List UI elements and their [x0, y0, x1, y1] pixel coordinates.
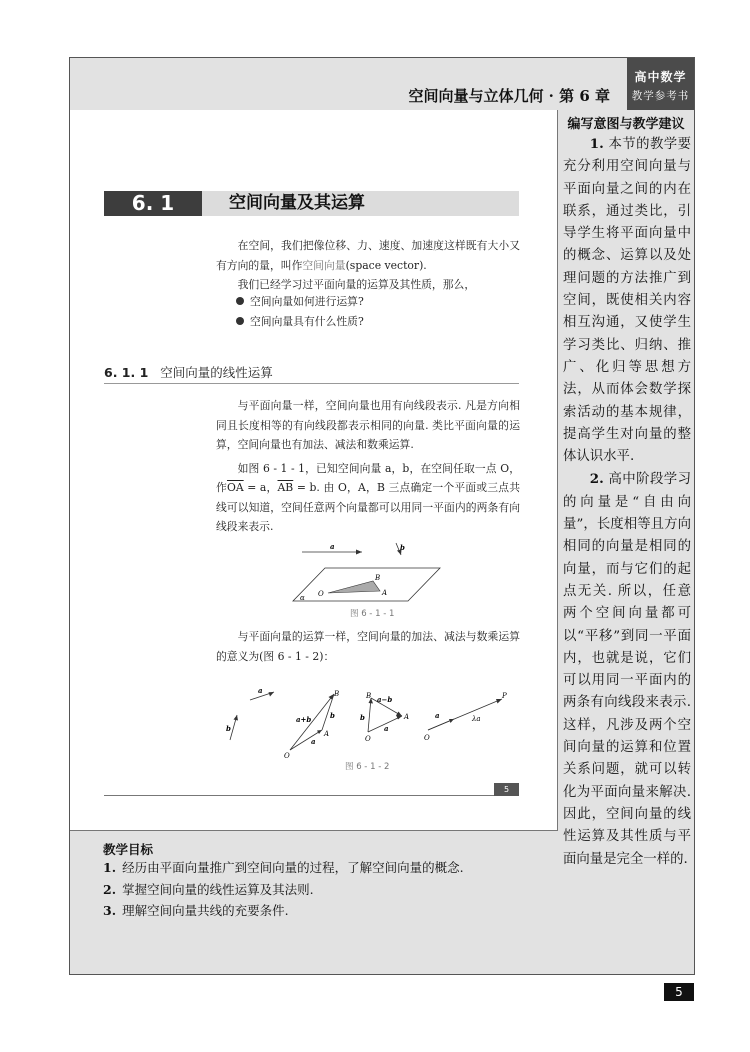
fig2-label-O2: O [365, 735, 371, 743]
figure-2-caption: 图 6 - 1 - 2 [345, 762, 390, 772]
sidebar-title: 编写意图与教学建议 [567, 117, 685, 132]
bullet-icon [236, 297, 244, 305]
label-a: a [330, 542, 335, 551]
sidebar-p1-number: 1. [589, 136, 604, 152]
goal-item [103, 879, 464, 901]
fig2-oa [290, 730, 322, 750]
vector-oa: $\overline{OA}$ [226, 481, 244, 494]
fig2-label-b: b [226, 724, 231, 733]
goal-text: 掌握空间向量的线性运算及其法则. [122, 881, 314, 897]
subsection-number: 6. 1. 1 [104, 365, 149, 380]
label-B: B [375, 574, 381, 582]
figure-6-1-1 [280, 538, 450, 613]
sidebar-paragraph-2 [563, 468, 691, 870]
triangle-oab [328, 581, 380, 593]
body-paragraph-3: 与平面向量的运算一样，空间向量的加法、减法与数乘运算的意义为(图 6 - 1 - 2)： [216, 630, 520, 663]
body-paragraph-1: 与平面向量一样，空间向量也用有向线段表示. 凡是方向相同且长度相等的有向线段都表示相同的向量. 类比平面向量的运算，空间向量也有加法、减法和数乘运算. [216, 399, 520, 451]
fig2-label-A2: A [404, 713, 410, 721]
page-number: 5 [664, 983, 694, 1001]
figure-6-1-2 [222, 688, 512, 760]
section-heading [104, 191, 519, 216]
intro-term: 空间向量 [302, 258, 346, 272]
fig2-label-a3: a [384, 724, 389, 733]
subsection-rule [104, 383, 519, 384]
intro-paragraph-1 [216, 236, 520, 275]
subsection-title: 空间向量的线性运算 [160, 365, 273, 380]
goal-number: 1. [103, 860, 117, 875]
label-b: b [400, 543, 405, 552]
label-O: O [318, 590, 324, 598]
goal-text: 经历由平面向量推广到空间向量的过程，了解空间向量的概念. [122, 860, 464, 875]
label-alpha: α [300, 594, 305, 602]
sidebar-p1-text: 本节的教学要充分利用空间向量与平面向量之间的内在联系，通过类比，引导学生将平面向量中的概念、运算以及处理问题的方法推广到空间，既使相关内容相互沟通，又使学生学习类比、归纳、推广、化归等思想方法，从而体会数学探索活动的基本规律，提高学生对向量的整体认识水平. [563, 137, 692, 465]
question-1 [236, 294, 364, 309]
intro-term-english: (space vector). [345, 258, 427, 272]
goal-number: 2. [103, 881, 117, 897]
bullet-icon [236, 317, 244, 325]
chapter-header-title: 空间向量与立体几何 · 第 6 章 [408, 87, 610, 105]
fig2-label-b2: b [330, 711, 335, 720]
badge-line-2: 教学参考书 [631, 90, 690, 102]
goals-list [103, 857, 464, 922]
label-A: A [382, 589, 388, 597]
fig2-label-O3: O [424, 734, 430, 742]
goal-item [103, 857, 464, 879]
fig2-label-B1: B [334, 690, 340, 698]
arrowhead-icon [317, 730, 322, 734]
fig2-label-B2: B [366, 692, 372, 700]
body-paragraph-2 [216, 459, 520, 537]
body-p2-text-c: = b. 由 O，A，B 三点确定一个平面或三点共线可以知道，空间任意两个向量都可以用同一平面内的两条有向线段来表示. [216, 481, 521, 533]
fig2-label-a-plus-b: a+b [296, 715, 312, 724]
arrowhead-icon [269, 692, 275, 697]
arrowhead-icon [449, 719, 454, 723]
fig2-label-a4: a [435, 711, 440, 720]
intro-text [216, 236, 520, 295]
body-p2-text-b: = a， [247, 481, 278, 494]
question-1-text: 空间向量如何进行运算? [250, 295, 364, 308]
badge-line-1: 高中数学 [634, 70, 687, 84]
subsection-heading [104, 363, 273, 381]
sidebar-paragraph-1 [563, 133, 691, 468]
fig2-label-a2: a [311, 737, 316, 746]
vector-ab: $\overline{AB}$ [277, 481, 294, 494]
question-2-text: 空间向量具有什么性质? [250, 315, 364, 328]
section-number: 6. 1 [104, 191, 202, 216]
arrowhead-icon [396, 712, 402, 717]
fig2-label-O1: O [284, 752, 290, 760]
fig2-label-a: a [258, 688, 263, 695]
fig2-label-A1: A [324, 730, 330, 738]
fig2-label-a-minus-b: a−b [377, 695, 393, 704]
goal-item [103, 900, 464, 922]
footer-rule [104, 795, 519, 796]
fig2-label-P: P [502, 692, 507, 700]
intro-paragraph-2: 我们已经学习过平面向量的运算及其性质，那么， [237, 278, 476, 291]
section-title: 空间向量及其运算 [229, 193, 365, 213]
fig2-label-b3: b [360, 713, 365, 722]
goal-number: 3. [103, 903, 117, 918]
intro-p1-text: 在空间，我们把像位移、力、速度、加速度这样既有大小又有方向的量，叫作 [216, 239, 520, 272]
arrowhead-icon [356, 550, 362, 555]
sidebar-p2-number: 2. [589, 471, 604, 488]
body-text-1 [216, 396, 520, 537]
inner-page-number: 5 [494, 783, 519, 796]
goals-title: 教学目标 [103, 842, 154, 857]
sidebar-body [563, 133, 691, 871]
body-p2-text-a: 如图 6 - 1 - 1，已知空间向量 a，b，在空间任取一点 O，作 [216, 461, 520, 494]
fig2-label-lambda-a: λa [472, 715, 481, 723]
figure-1-caption: 图 6 - 1 - 1 [350, 609, 395, 619]
body-text-2 [216, 627, 520, 666]
question-2 [236, 314, 364, 329]
book-badge [627, 58, 694, 110]
arrowhead-icon [234, 715, 239, 721]
sidebar-p2-text: 高中阶段学习的向量是“自由向量”，长度相等且方向相同的向量是相同的向量，而与它们的起点无关. 所以，任意两个空间向量都可以“平移”到同一平面内，也就是说，它们可以用同一平面内的两条有向线段来表示. 这样，凡涉及两个空间向量的运算和位置关系问题，就可以转化为平面向量来解决. 因此，空间向量的线性运算及其性质与平面向量是完全一样的. [563, 472, 692, 867]
goal-text: 理解空间向量共线的充要条件. [122, 903, 289, 918]
